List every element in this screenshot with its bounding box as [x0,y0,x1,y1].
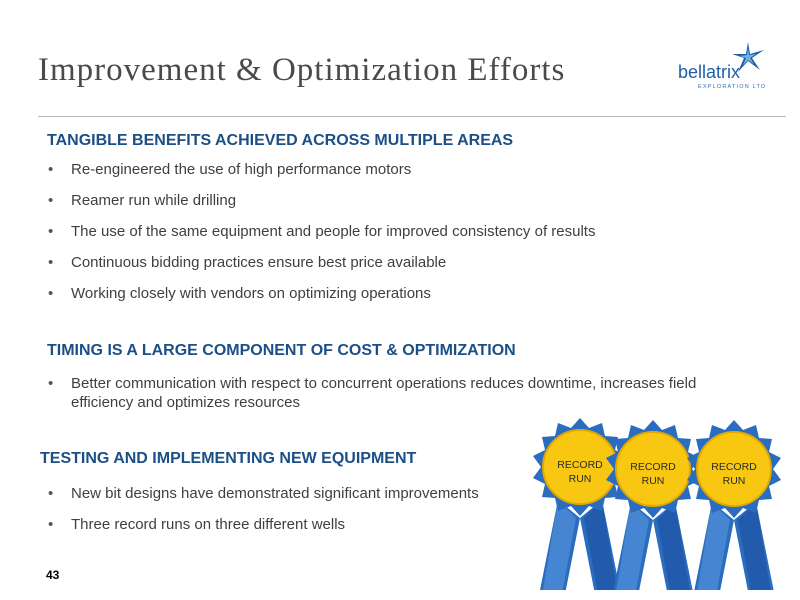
testing-list [46,484,526,546]
badge-label-line2: RUN [568,473,592,485]
section-heading-timing: TIMING IS A LARGE COMPONENT OF COST & OPTIMIZATION [47,342,516,359]
logo-tagline: EXPLORATION LTD [698,84,767,90]
list-item: • Re-engineered the use of high performance motors [46,160,766,179]
page-number: 43 [46,568,60,582]
list-item: • Three record runs on three different wells [46,515,526,534]
slide-title: Improvement & Optimization Efforts [38,52,566,88]
badge-label-line1: RECORD [711,461,757,473]
badge-label-line2: RUN [641,475,665,487]
badge-3 [687,420,781,590]
badge-label-line1: RECORD [630,461,676,473]
title-divider [38,116,786,117]
badge-label-line1: RECORD [557,459,603,471]
list-item: • Working closely with vendors on optimizing operations [46,284,766,303]
benefits-list [46,160,766,315]
list-item: • Better communication with respect to concurrent operations reduces downtime, increases field efficiency and optimizes resources [46,374,736,412]
badge-1 [533,418,627,590]
list-item: • Reamer run while drilling [46,191,766,210]
section-heading-benefits: TANGIBLE BENEFITS ACHIEVED ACROSS MULTIPLE AREAS [47,132,514,149]
list-item: • New bit designs have demonstrated significant improvements [46,484,526,503]
company-logo [670,40,790,100]
badge-2 [606,420,700,590]
record-run-badges [520,410,800,590]
list-item: • The use of the same equipment and people for improved consistency of results [46,222,766,241]
badge-label-line2: RUN [722,475,746,487]
list-item: • Continuous bidding practices ensure best price available [46,253,766,272]
section-heading-testing: TESTING AND IMPLEMENTING NEW EQUIPMENT [40,450,417,467]
logo-wordmark: bellatrix [678,62,741,82]
